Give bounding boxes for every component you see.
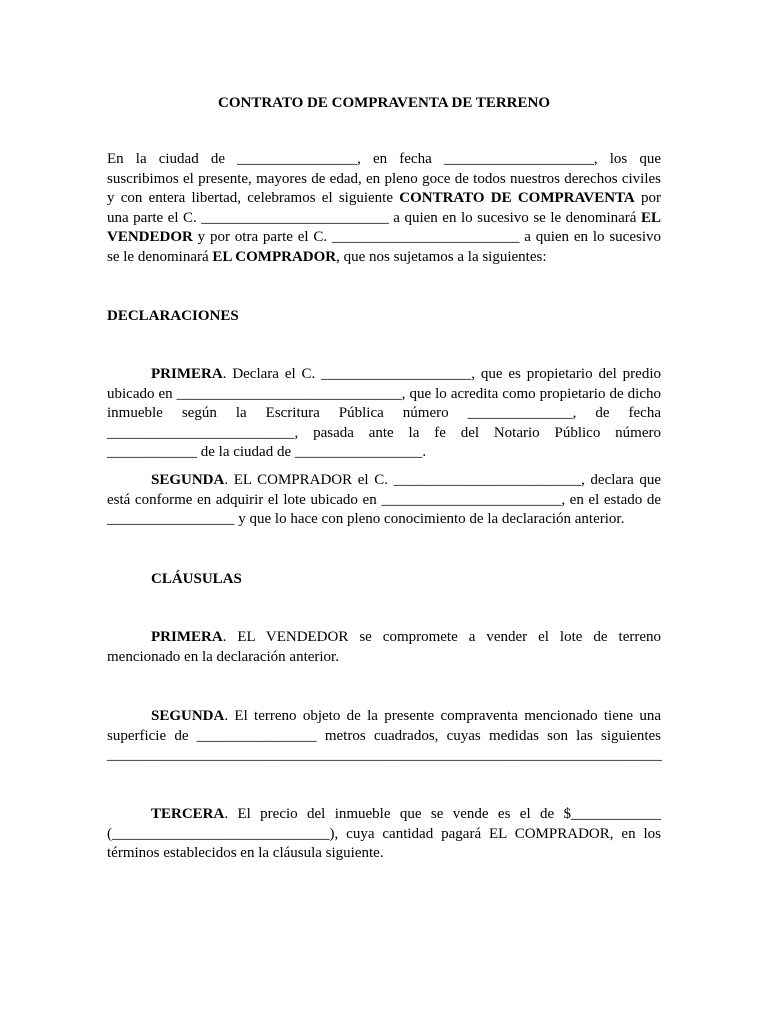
clausula-label: TERCERA (151, 806, 225, 822)
intro-text-2: por una parte el C. _________________________ a quien en lo sucesivo se le denominará (107, 190, 661, 226)
declaracion-segunda (107, 471, 661, 530)
declaracion-text: . Declara el C. ____________________, que es propietario del predio ubicado en ______________________________, que lo acredita como propietario de dicho inmueble según la Escritura Pública número ______________, de fecha _________________________, pasada ante la fe del Notario Público número ____________ de la ciudad de _________________. (107, 366, 661, 461)
intro-text-1: En la ciudad de ________________, en fecha ____________________, los que suscribimos el presente, mayores de edad, en pleno goce de todos nuestros derechos civiles y con entera libertad, celebramos el siguiente (107, 151, 661, 207)
clausula-text: . El precio del inmueble que se vende es el de $____________ (_____________________________), cuya cantidad pagará EL COMPRADOR, en los términos establecidos en la cláusula siguiente. (107, 806, 661, 862)
intro-text-4: , que nos sujetamos a la siguientes: (336, 248, 547, 265)
clausula-label: SEGUNDA (151, 708, 225, 724)
declaraciones-heading: DECLARACIONES (107, 308, 239, 324)
declaracion-primera (107, 365, 661, 463)
clausulas-heading: CLÁUSULAS (151, 571, 242, 587)
intro-text-3: y por otra parte el C. _________________________ a quien en lo sucesivo se le denominará (107, 229, 661, 265)
intro-bold-contrato: CONTRATO DE COMPRAVENTA (399, 190, 635, 207)
intro-bold-vendedor: EL VENDEDOR (107, 209, 661, 246)
clausula-text: . EL VENDEDOR se compromete a vender el lote de terreno mencionado en la declaración anterior. (107, 629, 661, 665)
clausula-text: . El terreno objeto de la presente compraventa mencionado tiene una superficie de ________________ metros cuadrados, cuyas medidas son las siguientes __________________________________________________________________________ (107, 708, 662, 764)
declaracion-label: SEGUNDA (151, 472, 225, 488)
intro-paragraph (107, 150, 661, 268)
clausula-tercera (107, 805, 661, 864)
declaracion-label: PRIMERA (151, 366, 223, 382)
intro-bold-comprador: EL COMPRADOR (212, 248, 337, 265)
clausula-primera (107, 628, 661, 667)
declaracion-text: . EL COMPRADOR el C. _________________________, declara que está conforme en adquirir el lote ubicado en ________________________, en el estado de _________________ y que lo hace con pleno conocimiento de la declaración anterior. (107, 472, 661, 528)
clausula-segunda (107, 707, 661, 766)
document-title: CONTRATO DE COMPRAVENTA DE TERRENO (218, 95, 550, 111)
clausula-label: PRIMERA (151, 629, 223, 645)
